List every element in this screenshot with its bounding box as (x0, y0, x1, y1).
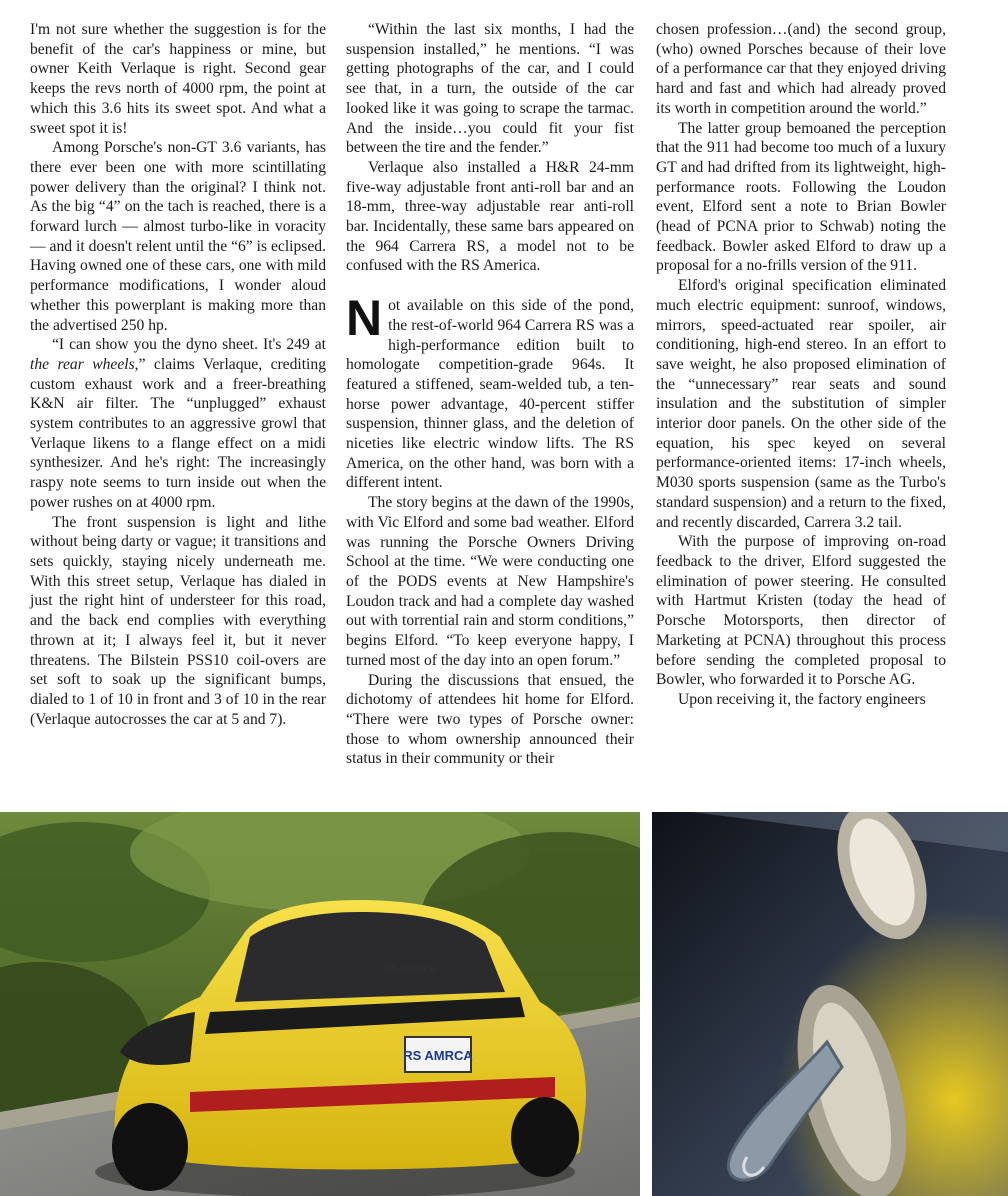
rs-america-badge: RS America (383, 963, 437, 975)
paragraph: The story begins at the dawn of the 1990s, with Vic Elford and some bad weather. Elford was running the Porsche Owners Driving School at the time. “We were conducting one of the PODS events at New Hampshire's Loudon track and had a complete day washed out with torrential rain and storm conditions,” begins Elford. “To keep everyone happy, I turned most of the day into an open forum.” (346, 494, 634, 669)
door-handle-photo (652, 812, 1008, 1196)
car-rear-illustration (0, 812, 640, 1196)
paragraph: chosen profession…(and) the second group, (who) owned Porsches because of their love of a performance car that they enjoyed driving hard and fast and which had already proved its worth in competition around the world.” (656, 21, 946, 117)
paragraph: Verlaque also installed a H&R 24-mm five-way adjustable front anti-roll bar and an 18-mm, three-way adjustable rear anti-roll bar. Incidentally, these same bars appeared on the 964 Carrera RS, a model not to be confused with the RS America. (346, 158, 634, 275)
car-rear-photo (0, 812, 640, 1196)
paragraph: “Within the last six months, I had the suspension installed,” he mentions. “I was getting photographs of the car, and I could see that, in a turn, the outside of the car looked like it was going to scrape the tarmac. And the inside…you could fit your fist between the tire and the fender.” (346, 21, 634, 157)
text-run: ot available on this side of the pond, the rest-of-world 964 Carrera RS was a high-performance edition built to homologate competition-grade 964s. It featured a stiffened, seam-welded tub, a ten-horse power advantage, 40-percent stiffer suspension, thinner glass, and the deletion of niceties like electric window lifts. The RS America, on the other hand, was born with a different intent. (346, 297, 634, 492)
paragraph: Upon receiving it, the factory engineers (678, 690, 926, 708)
paragraph: With the purpose of improving on-road feedback to the driver, Elford suggested the elimination of power steering. He consulted with Hartmut Kristen (today the head of Porsche Motorsports, then director of Marketing at PCNA) throughout this process before sending the completed proposal to Bowler, who forwarded it to Porsche AG. (656, 533, 946, 689)
paragraph: Among Porsche's non-GT 3.6 variants, has there ever been one with more scintillating power delivery than the original? I think not. As the big “4” on the tach is reached, there is a forward lurch — almost turbo-like in voracity — and it doesn't relent until the “6” is eclipsed. Having owned one of these cars, one with mild performance modifications, I wonder aloud whether this powerplant is making more than the advertised 250 hp. (30, 139, 326, 334)
italic-text: the rear wheels (30, 355, 135, 373)
paragraph: I'm not sure whether the suggestion is for the benefit of the car's happiness or mine, but owner Keith Verlaque is right. Second gear keeps the revs north of 4000 rpm, the point at which this 3.6 hits its sweet spot. And what a sweet spot it is! (30, 21, 326, 137)
paragraph: The front suspension is light and lithe without being darty or vague; it transitions and sets quickly, staying nicely underneath me. With this street setup, Verlaque has dialed in just the right hint of understeer for this road, and the back end complies with everything thrown at it; I always feel it, but it never threatens. The Bilstein PSS10 coil-overs are set soft to soak up the significant bumps, dialed to 1 of 10 in front and 3 of 10 in the rear (Verlaque autocrosses the car at 5 and 7). (30, 513, 326, 728)
drop-cap: N (346, 290, 383, 347)
text-run: exhaust system contributes to an aggressive growl that Verlaque likens to a flange effect on a midi synthesizer. And he's right: The increasingly raspy note seems to turn inside out when the power rushes on at 4000 rpm. (30, 395, 326, 511)
paragraph: The latter group bemoaned the perception that the 911 had become too much of a luxury GT and had drifted from its lightweight, high-performance roots. Following the Loudon event, Elford sent a note to Brian Bowler (head of PCNA prior to Schwab) noting the feedback. Bowler asked Elford to draw up a proposal for a no-frills version of the 911. (656, 119, 946, 275)
text-run: “I can show you the dyno sheet. It's 249 at (52, 336, 326, 354)
license-plate-text: RS AMRCA (403, 1048, 473, 1063)
paragraph: Elford's original specification eliminated much electric equipment: sunroof, windows, mirrors, speed-actuated rear spoiler, air conditioning, high-end stereo. In an effort to save weight, he also proposed elimination of the “unnecessary” rear seats and sound insulation and the substitution of simpler interior door panels. On the other side of the equation, his spec keyed on several performance-oriented items: 17-inch wheels, M030 sports suspension (same as the Turbo's standard suspension) and a return to the fixed, and recently discarded, Carrera 3.2 tail. (656, 277, 946, 531)
text-run: ,” claims Verlaque, crediting custom exhaust work and a freer-breathing K&N air filter. The “unplugged” (30, 355, 326, 413)
paragraph: During the discussions that ensued, the dichotomy of attendees hit home for Elford. “There were two types of Porsche owner: those to whom ownership announced their status in their community or their (346, 671, 634, 768)
text-column-2 (346, 20, 634, 769)
section-start-paragraph (346, 290, 634, 493)
paragraph (30, 335, 326, 512)
door-handle-illustration (652, 812, 1008, 1196)
text-column-3 (656, 20, 946, 710)
text-column-1 (30, 20, 326, 729)
